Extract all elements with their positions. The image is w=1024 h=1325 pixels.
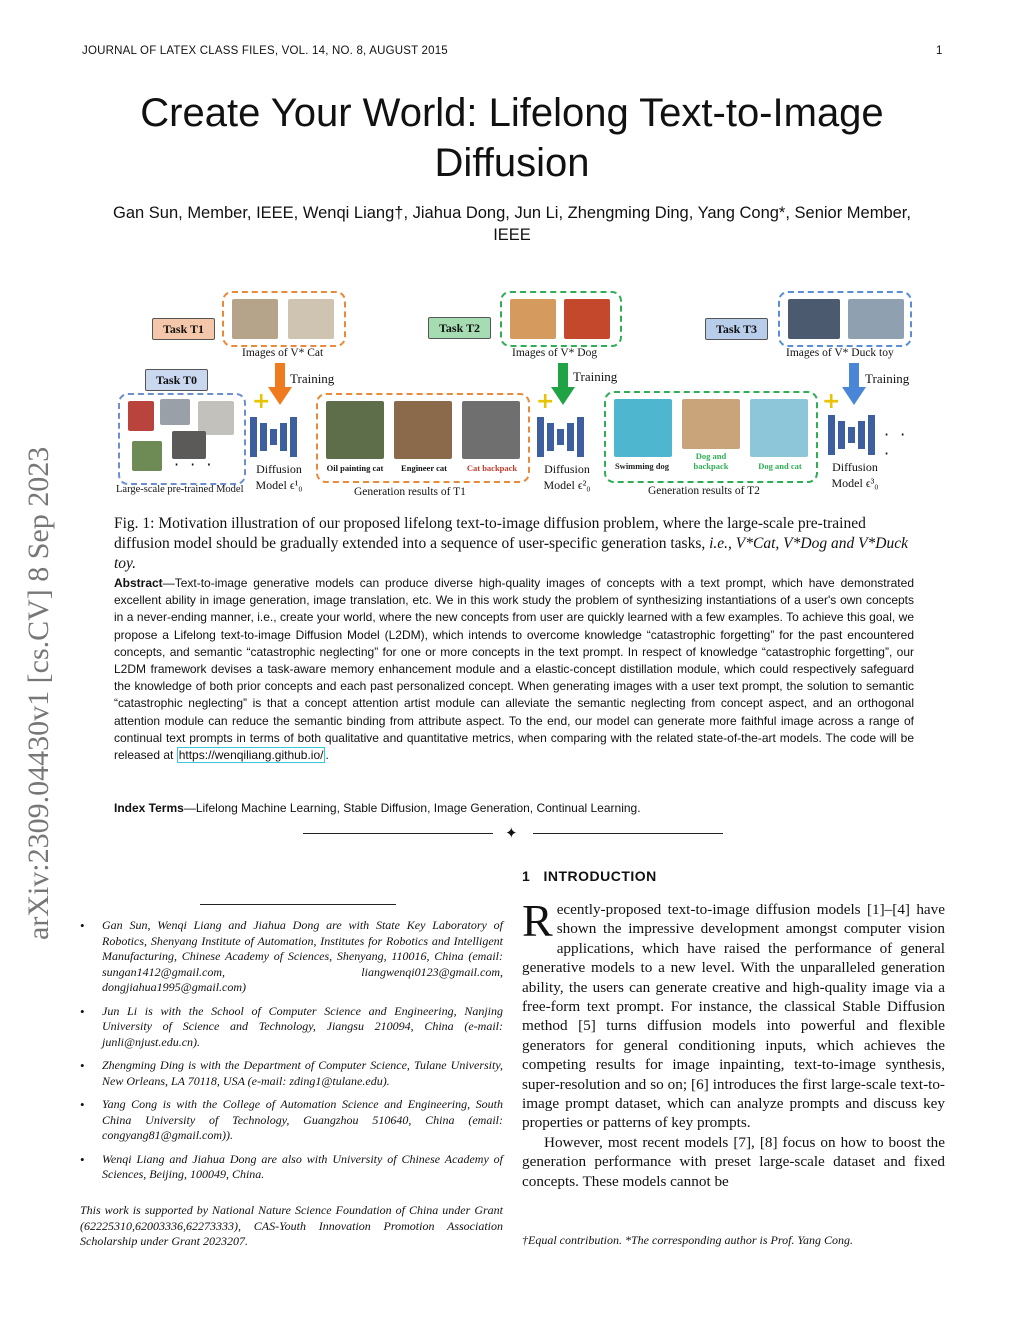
divider-star-icon: ✦: [505, 825, 518, 842]
oil-painting-cat-image: [326, 401, 384, 459]
pretrained-sample-image: [132, 441, 162, 471]
pretrained-sample-image: [160, 399, 190, 425]
ellipsis: · · ·: [884, 425, 909, 463]
pretrained-model-label: Large-scale pre-trained Model: [116, 484, 244, 495]
task-t1-box: [222, 291, 346, 347]
engineer-cat-image: [394, 401, 452, 459]
section-number: 1: [522, 868, 531, 884]
task-t0-label: Task T0: [145, 369, 208, 391]
task-t3-label: Task T3: [705, 318, 768, 340]
dog-backpack-image: [682, 399, 740, 449]
plus-icon: +: [536, 389, 555, 414]
cat-sample-image: [288, 299, 334, 339]
generation-t1-label: Generation results of T1: [354, 486, 466, 498]
gen2-caption: Swimming dog: [614, 461, 670, 471]
intro-paragraph-1: ecently-proposed text-to-image diffusion models [1]–[4] have shown the impressive development amongst computer vision applications, which have raised the performance of general generative models to a new level. With the unparalleled generation ability, the users can generate creative and high-quality image via a free-form text prompt. For instance, the classical Stable Diffusion method [5] turns diffusion models into powerful and flexible generators for general conditioning inputs, which achieves the competing results for image inpainting, text-to-image synthesis, super-resolution and so on; [6] introduces the first large-scale text-to-image prompt dataset, which can analyze prompts and discuss key properties or patterns of key prompts.: [522, 901, 945, 1132]
task-t2-box: [500, 291, 622, 347]
abstract-label: Abstract: [114, 576, 163, 590]
affiliation-footnotes: [80, 918, 503, 1191]
dog-and-cat-image: [750, 399, 808, 457]
plus-icon: +: [822, 389, 841, 414]
abstract: [114, 575, 914, 764]
divider-rule: [303, 833, 493, 834]
images-duck-label: Images of V* Duck toy: [786, 347, 894, 359]
task-t2-label: Task T2: [428, 317, 491, 339]
figure-1: [110, 285, 920, 505]
dog-sample-image: [510, 299, 556, 339]
divider-rule: [533, 833, 723, 834]
plus-icon: +: [252, 389, 271, 414]
task-t1-label: Task T1: [152, 318, 215, 340]
affiliation-item: • Jun Li is with the School of Computer Science and Engineering, Nanjing University of Science and Technology, Jiangsu 210094, China (e-mail: junli@njust.edu.cn).: [80, 1004, 503, 1051]
cat-sample-image: [232, 299, 278, 339]
affiliation-item: • Gan Sun, Wenqi Liang and Jiahua Dong are with State Key Laboratory of Robotics, Shenyang Institute of Automation, Institutes for Robotics and Intelligent Manufacturing, Chinese Academy of Sciences, Shenyang, 110016, China (email: sungan1412@gmail.com, liangwenqi0123@gmail.com, dongjiahua1995@gmail.com): [80, 918, 503, 996]
section-title: INTRODUCTION: [543, 868, 657, 884]
gen1-caption: Cat backpack: [466, 463, 518, 473]
dog-sample-image: [564, 299, 610, 339]
diffusion-model-icon: [248, 413, 304, 461]
index-terms: [114, 801, 914, 815]
index-terms-text: —Lifelong Machine Learning, Stable Diffusion, Image Generation, Continual Learning.: [183, 801, 641, 815]
drop-cap: R: [522, 895, 553, 946]
footnote-rule: [200, 904, 396, 905]
figure-caption: [114, 514, 914, 574]
task-t3-box: [778, 291, 912, 347]
page-number: 1: [936, 45, 943, 57]
generation-t1-box: [316, 393, 530, 483]
running-header: JOURNAL OF LATEX CLASS FILES, VOL. 14, NO. 8, AUGUST 2015: [82, 45, 448, 57]
generation-t2-label: Generation results of T2: [648, 485, 760, 497]
caption-text: Fig. 1: Motivation illustration of our proposed lifelong text-to-image diffusion problem, where the large-scale pre-trained diffusion model should be gradually extended into a sequence of user-specific generation tasks,: [114, 515, 866, 552]
section-divider: [303, 826, 723, 842]
duck-toy-sample-image: [848, 299, 904, 339]
affiliation-item: • Zhengming Ding is with the Department of Computer Science, Tulane University, New Orleans, LA 70118, USA (e-mail: zding1@tulane.edu).: [80, 1058, 503, 1089]
images-cat-label: Images of V* Cat: [242, 347, 324, 359]
gen2-caption: Dog and backpack: [693, 451, 729, 471]
affiliation-item: • Wenqi Liang and Jiahua Dong are also with University of Chinese Academy of Sciences, Beijing, 100049, China.: [80, 1152, 503, 1183]
pretrained-sample-image: [198, 401, 234, 435]
abstract-text: —Text-to-image generative models can produce diverse high-quality images of concepts with a text prompt, which have demonstrated excellent ability in image generation, image translation, etc. We in this work study the problem of synthesizing instantiations of a user's own concepts in a never-ending manner, i.e., create your world, where the new concepts from user are quickly learned with a few examples. To achieve this goal, we propose a Lifelong text-to-image Diffusion Model (L2DM), which intends to overcome knowledge “catastrophic forgetting” for the past encountered concepts, and semantic “catastrophic neglecting” for one or more concepts in the text prompt. In respect of knowledge “catastrophic forgetting”, our L2DM framework devises a task-aware memory enhancement module and a elastic-concept distillation module, which could respectively safeguard the knowledge of both prior concepts and each past personalized concept. When generating images with a user text prompt, the solution to semantic “catastrophic neglecting” is that a concept attention artist module can alleviate the semantic neglecting from concept aspect, and an orthogonal attention module can reduce the semantic binding from attribute aspect. To the end, our model can generate more faithful image across a range of continual text prompts in terms of both qualitative and quantitative metrics, when comparing with the related state-of-the-art models. The code will be released at: [114, 576, 914, 763]
affiliation-item: • Yang Cong is with the College of Automation Science and Engineering, South China University of Technology, Guangzhou 510640, China (email: congyang81@gmail.com)).: [80, 1097, 503, 1144]
swimming-dog-image: [614, 399, 672, 457]
code-link[interactable]: https://wenqiliang.github.io/: [178, 748, 324, 763]
abstract-tail: .: [325, 748, 329, 763]
task-t0-box: [118, 393, 246, 485]
training-arrow-orange-icon: [268, 363, 292, 407]
gen1-caption: Oil painting cat: [326, 463, 384, 473]
training-label: Training: [865, 371, 910, 386]
index-terms-label: Index Terms: [114, 801, 184, 815]
caption-italic: i.e., V*Cat, V*Dog and V*Duck toy.: [114, 535, 909, 572]
contribution-footnote: †Equal contribution. *The corresponding author is Prof. Yang Cong.: [522, 1233, 854, 1247]
section-heading: [522, 868, 657, 884]
cat-backpack-image: [462, 401, 520, 459]
training-label: Training: [290, 371, 335, 386]
introduction-body: [522, 895, 945, 1191]
pretrained-sample-image: [128, 401, 154, 431]
diffusion-model-2-label: Diffusion Model ϵ³₀: [831, 460, 879, 490]
diffusion-model-icon: [535, 413, 591, 461]
ellipsis: · · ·: [174, 455, 215, 474]
generation-t2-box: [604, 391, 818, 483]
images-dog-label: Images of V* Dog: [512, 347, 598, 359]
paper-title: Create Your World: Lifelong Text-to-Image Diffusion: [140, 91, 884, 185]
gen2-caption: Dog and cat: [758, 461, 802, 471]
diffusion-model-icon: [826, 411, 882, 459]
gen1-caption: Engineer cat: [401, 463, 447, 473]
author-list: Gan Sun, Member, IEEE, Wenqi Liang†, Jiahua Dong, Jun Li, Zhengming Ding, Yang Cong*, Senior Member, IEEE: [113, 204, 911, 244]
training-arrow-green-icon: [551, 363, 575, 407]
intro-paragraph-2: However, most recent models [7], [8] focus on how to boost the generation performance with preset large-scale dataset and fixed concepts. These models cannot be: [522, 1133, 945, 1190]
funding-note: This work is supported by National Nature Science Foundation of China under Grant (62225310,62003336,62273333), CAS-Youth Innovation Promotion Association Scholarship under Grant 2023207.: [80, 1203, 503, 1248]
duck-toy-sample-image: [788, 299, 840, 339]
diffusion-model-1-label: Diffusion Model ϵ²₀: [543, 462, 591, 492]
arxiv-stamp: arXiv:2309.04430v1 [cs.CV] 8 Sep 2023: [22, 446, 55, 940]
training-label: Training: [573, 369, 618, 384]
training-arrow-blue-icon: [842, 363, 866, 407]
diffusion-model-0-label: Diffusion Model ϵ¹₀: [255, 462, 303, 492]
